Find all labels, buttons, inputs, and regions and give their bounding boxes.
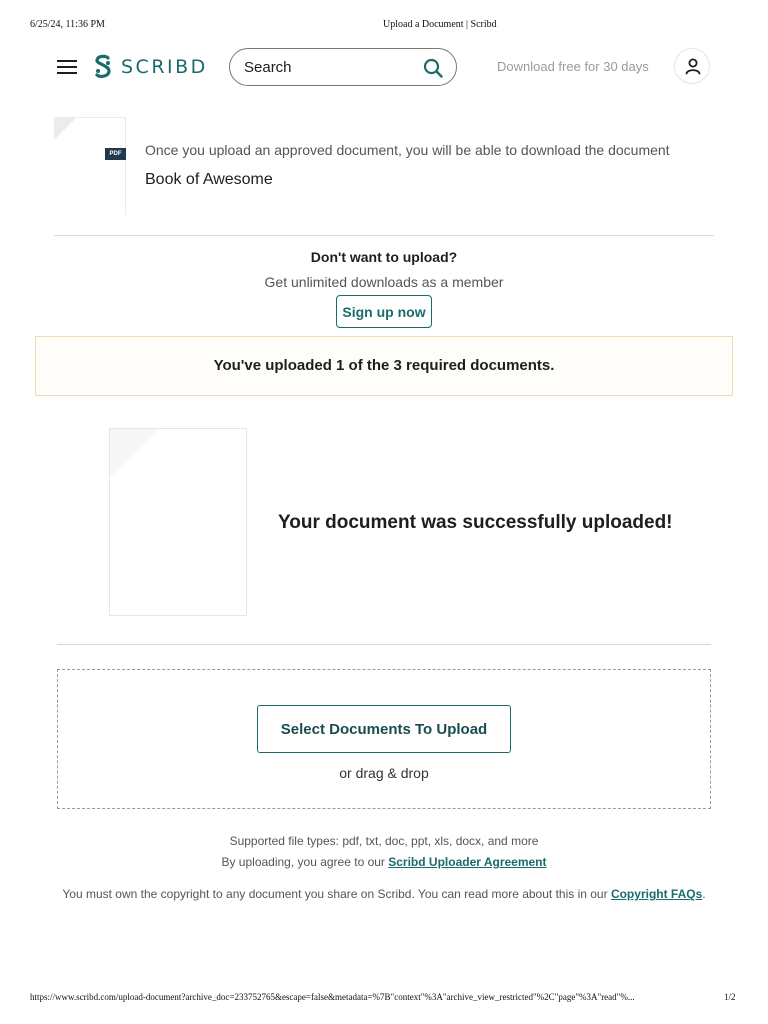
upload-success-message: Your document was successfully uploaded! xyxy=(278,512,673,533)
agreement-prefix: By uploading, you agree to our xyxy=(221,855,389,869)
uploader-agreement-text xyxy=(0,855,768,869)
menu-icon[interactable] xyxy=(57,60,77,75)
upload-dropzone[interactable] xyxy=(57,669,711,809)
scribd-logo[interactable] xyxy=(93,53,208,81)
document-title[interactable]: Book of Awesome xyxy=(145,171,273,188)
print-page-number: 1/2 xyxy=(724,992,736,1002)
page-fold-icon xyxy=(110,429,158,477)
page-fold-icon xyxy=(54,118,76,140)
search-box xyxy=(229,48,457,86)
print-title: Upload a Document | Scribd xyxy=(383,19,497,30)
print-header xyxy=(0,19,768,33)
membership-upsell xyxy=(0,249,768,320)
select-documents-button[interactable]: Select Documents To Upload xyxy=(257,705,511,753)
copyright-notice xyxy=(0,887,768,901)
upsell-subtext: Get unlimited downloads as a member xyxy=(264,274,504,290)
copyright-prefix: You must own the copyright to any document you share on Scribd. You can read more about this in our xyxy=(62,887,611,901)
divider xyxy=(54,235,714,236)
divider xyxy=(57,644,711,645)
user-icon xyxy=(684,57,702,75)
search-input[interactable] xyxy=(244,57,414,77)
search-icon[interactable] xyxy=(422,57,444,79)
download-note: Once you upload an approved document, you will be able to download the document xyxy=(145,142,670,158)
print-footer xyxy=(0,992,768,1006)
sign-up-button[interactable]: Sign up now xyxy=(336,295,432,328)
print-url: https://www.scribd.com/upload-document?archive_doc=233752765&escape=false&metadata=%7B"context"%3A"archive_view_restricted"%2C"page"%3A"read"%... xyxy=(30,992,635,1002)
document-thumbnail xyxy=(54,117,126,215)
top-navigation-bar xyxy=(0,47,768,87)
upload-progress-notice: You've uploaded 1 of the 3 required documents. xyxy=(35,336,733,396)
download-free-link[interactable]: Download free for 30 days xyxy=(497,59,649,74)
account-button[interactable] xyxy=(674,48,710,84)
supported-file-types: Supported file types: pdf, txt, doc, ppt, xls, docx, and more xyxy=(229,834,539,848)
print-date: 6/25/24, 11:36 PM xyxy=(30,19,105,30)
uploaded-document-thumbnail xyxy=(109,428,247,616)
copyright-suffix: . xyxy=(702,887,706,901)
upsell-heading: Don't want to upload? xyxy=(310,249,458,265)
scribd-logo-icon xyxy=(93,54,113,80)
document-summary xyxy=(54,117,714,217)
copyright-faqs-link[interactable]: Copyright FAQs xyxy=(610,887,703,901)
logo-wordmark: SCRIBD xyxy=(121,56,208,78)
drag-drop-hint: or drag & drop xyxy=(339,765,429,781)
uploader-agreement-link[interactable]: Scribd Uploader Agreement xyxy=(388,855,547,869)
pdf-badge: PDF xyxy=(105,148,126,160)
